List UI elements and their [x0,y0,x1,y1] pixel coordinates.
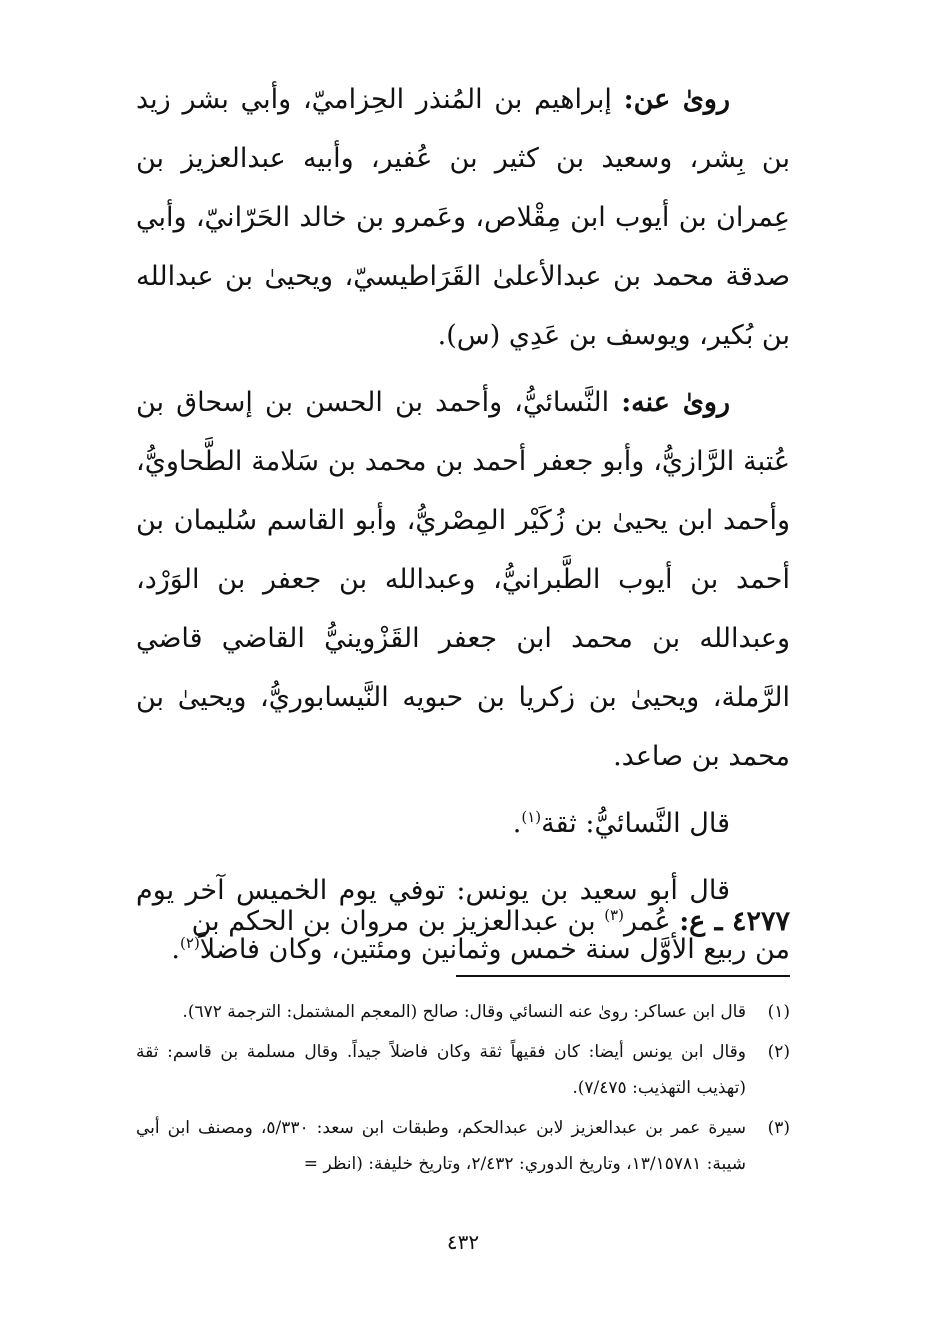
footnote-2 [136,1034,790,1106]
entry-name-continuation: بن عبدالعزيز بن مروان بن الحكم بن [191,906,596,937]
ibn-yunus-statement-end: . [171,934,181,965]
nasai-statement-text: قال النَّسائيُّ: ثقة [541,808,730,839]
footnote-ref-2: (٢) [180,934,200,952]
footnote-text: وقال ابن يونس أيضا: كان فقيهاً ثقة وكان فاضلاً جيداً. وقال مسلمة بن قاسم: ثقة (تهذيب التهذيب: ٧/٤٧٥). [136,1042,746,1098]
new-biography-entry [136,893,790,951]
page-number: ٤٣٢ [446,1230,480,1254]
ibn-yunus-statement-text: قال أبو سعيد بن يونس: توفي يوم الخميس آخر يوم من ربيع الأوَّل سنة خمس وثمانين ومئتين، وكان فاضلاً [136,875,790,965]
nasai-statement [136,794,790,853]
narrated-from-text: إبراهيم بن المُنذر الحِزاميّ، وأبي بشر زيد بن بِشر، وسعيد بن كثير بن عُفير، وأبيه عبدالعزيز بن عِمران بن أيوب ابن مِقْلاص، وعَمرو بن خالد الحَرّانيّ، وأبي صدقة محمد بن عبدالأعلىٰ القَرَاطيسيّ، ويحيىٰ بن عبدالله بن بُكير، ويوسف بن عَدِي (س). [136,84,790,351]
narrated-from-paragraph [136,70,790,365]
narrated-by-paragraph [136,373,790,786]
footnote-text: سيرة عمر بن عبدالعزيز لابن عبدالحكم، وطبقات ابن سعد: ٥/٣٣٠، ومصنف ابن أبي شيبة: ١٣/١٥٧٨١، وتاريخ الدوري: ٢/٤٣٢، وتاريخ خليفة: (انظر = [136,1118,746,1174]
narrated-by-text: النَّسائيُّ، وأحمد بن الحسن بن إسحاق بن عُتبة الرَّازيُّ، وأبو جعفر أحمد بن محمد بن سَلامة الطَّحاويُّ، وأحمد ابن يحيىٰ بن زُكَيْر المِصْريُّ، وأبو القاسم سُليمان بن أحمد بن أيوب الطَّبرانيُّ، وعبدالله بن جعفر بن الوَرْد، وعبدالله بن محمد ابن جعفر القَزْوينيُّ القاضي قاضي الرَّملة، ويحيىٰ بن زكريا بن حبويه النَّيسابوريُّ، ويحيىٰ بن محمد بن صاعد. [136,387,790,772]
main-text [136,70,790,979]
footnote-text: قال ابن عساكر: روىٰ عنه النسائي وقال: صالح (المعجم المشتمل: الترجمة ٦٧٢). [182,1002,746,1022]
entry-name: عُمر [623,906,671,937]
narrated-by-heading: روىٰ عنه: [621,387,730,418]
footnote-3 [136,1110,790,1182]
entry-number: ٤٢٧٧ ـ ع: [679,906,790,937]
footnote-separator [456,975,790,977]
footnote-ref-1: (١) [521,808,542,826]
footnotes [136,994,790,1186]
narrated-from-heading: روىٰ عن: [623,84,730,115]
nasai-statement-end: . [512,808,522,839]
footnote-number: (٢) [767,1042,790,1062]
footnote-number: (٣) [767,1118,790,1138]
footnote-ref-3: (٣) [604,906,624,924]
footnote-number: (١) [767,1002,790,1022]
footnote-1 [136,994,790,1030]
